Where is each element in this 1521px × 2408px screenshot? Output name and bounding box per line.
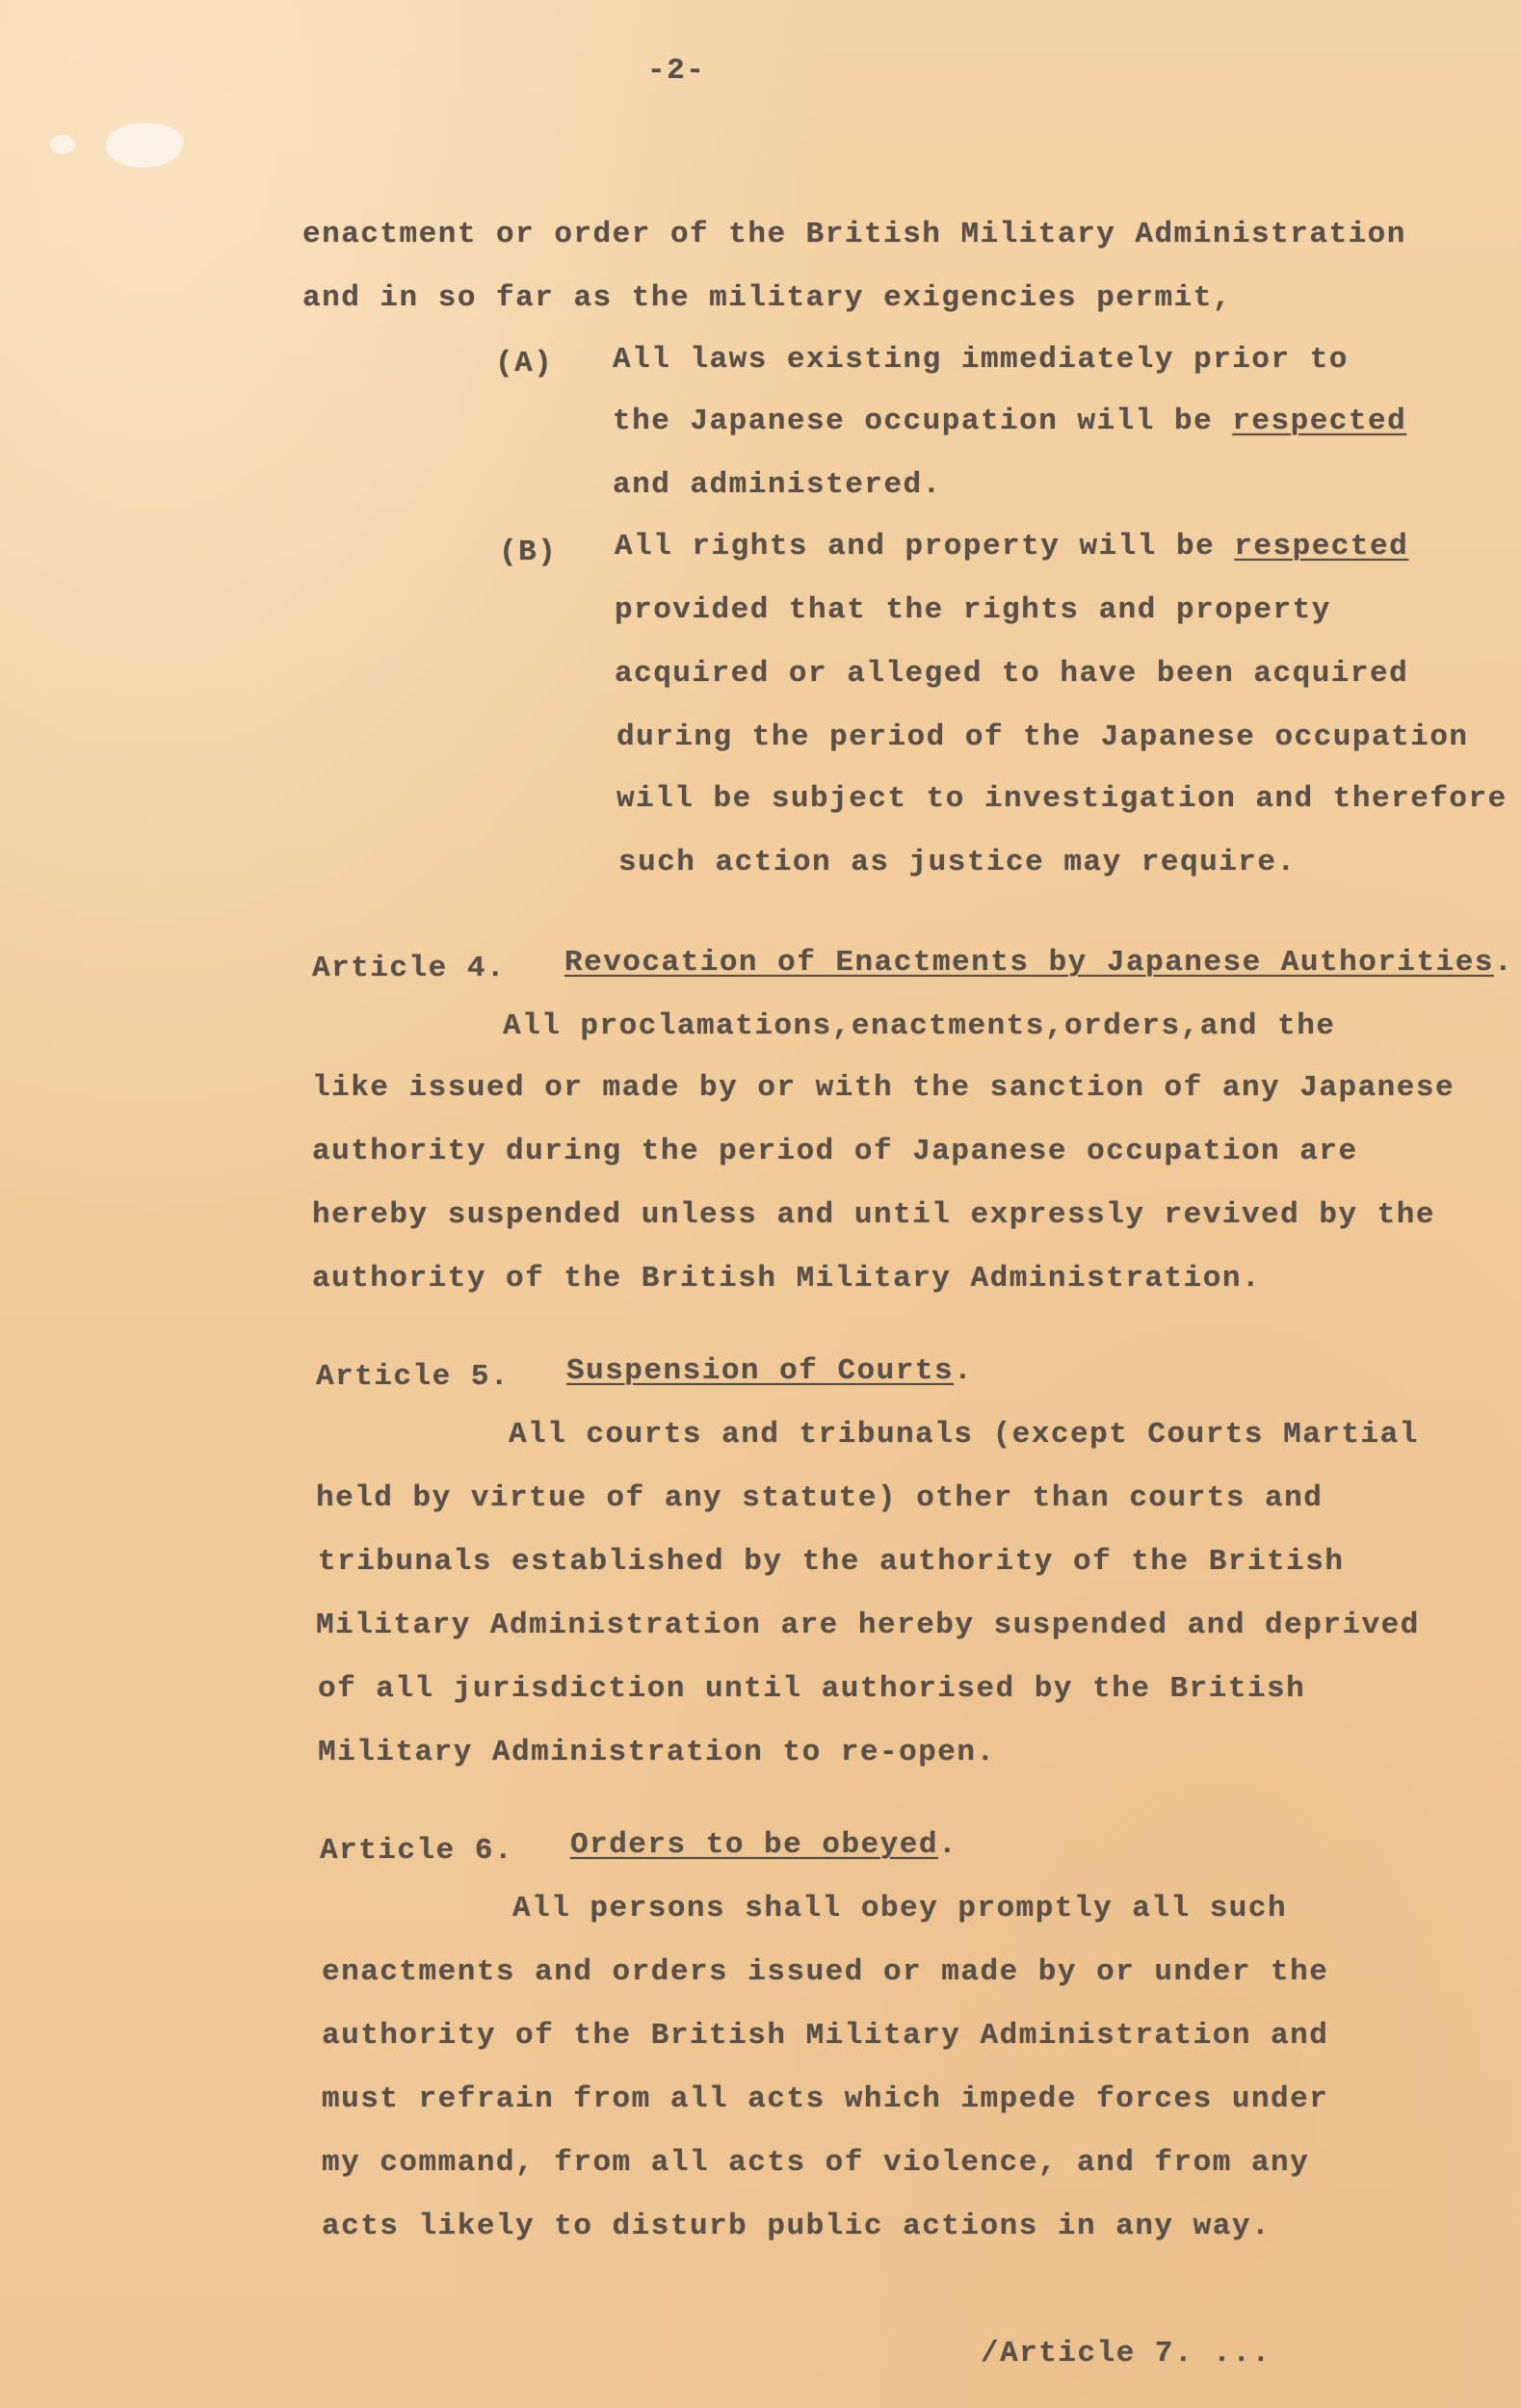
article-5-heading-text: Suspension of Courts (566, 1354, 955, 1388)
intro-line: enactment or order of the British Military Administration (302, 218, 1406, 251)
article-6-line: enactments and orders issued or made by or under the (322, 1955, 1329, 1989)
article-6-line: All persons shall obey promptly all such (512, 1892, 1288, 1925)
article-6-line: acts likely to disturb public actions in any way. (322, 2210, 1272, 2243)
article-4-line: authority during the period of Japanese occupation are (312, 1135, 1358, 1168)
article-4-label: Article 4. (312, 952, 507, 985)
article-6-heading (570, 1830, 957, 1860)
underlined-word: respected (1234, 530, 1409, 563)
article-5-heading (566, 1356, 973, 1386)
article-4-line: All proclamations,enactments,orders,and the (503, 1009, 1336, 1043)
article-5-line: held by virtue of any statute) other than courts and (316, 1481, 1324, 1515)
article-5-line: tribunals established by the authority of the British (318, 1545, 1345, 1579)
article-6-heading-text: Orders to be obeyed (570, 1828, 938, 1862)
item-b-line: provided that the rights and property (615, 593, 1331, 627)
article-5-line: Military Administration to re-open. (318, 1736, 996, 1769)
heading-period: . (1493, 946, 1514, 980)
heading-period: . (937, 1828, 958, 1862)
item-b-line: acquired or alleged to have been acquired (615, 657, 1409, 691)
item-a-text: the Japanese occupation will be (613, 405, 1233, 438)
article-6-line: must refrain from all acts which impede forces under (322, 2082, 1329, 2116)
article-5-line: Military Administration are hereby suspended and deprived (316, 1609, 1420, 1642)
article-6-label: Article 6. (320, 1834, 514, 1868)
page-number: -2- (647, 54, 706, 88)
item-b-line: such action as justice may require. (618, 846, 1297, 879)
article-4-line: like issued or made by or with the sanction of any Japanese (312, 1071, 1455, 1105)
intro-line: and in so far as the military exigencies permit, (302, 281, 1232, 315)
item-b-line: will be subject to investigation and therefore (616, 782, 1508, 816)
article-5-line: of all jurisdiction until authorised by the British (318, 1672, 1306, 1706)
item-label: (A) (495, 347, 554, 380)
item-b-line: during the period of the Japanese occupation (616, 720, 1469, 754)
article-4-line: hereby suspended unless and until expressly revived by the (312, 1198, 1435, 1232)
paper-stain (50, 135, 75, 154)
underlined-word: respected (1232, 405, 1407, 438)
item-a-line: and administered. (613, 468, 942, 502)
article-5-label: Article 5. (316, 1360, 511, 1394)
item-label: (B) (499, 536, 558, 569)
item-a-line (613, 406, 1406, 436)
article-4-line: authority of the British Military Administration. (312, 1262, 1262, 1296)
article-6-line: my command, from all acts of violence, and from any (322, 2146, 1310, 2180)
item-a-line: All laws existing immediately prior to (613, 343, 1349, 377)
item-b-text: All rights and property will be (615, 530, 1235, 563)
item-b-line (615, 532, 1408, 562)
paper-stain (106, 123, 183, 168)
article-4-heading (564, 948, 1513, 978)
article-6-line: authority of the British Military Administration and (322, 2019, 1329, 2053)
continuation-note: /Article 7. ... (981, 2337, 1272, 2370)
article-4-heading-text: Revocation of Enactments by Japanese Authorities (564, 946, 1494, 980)
heading-period: . (954, 1354, 974, 1388)
article-5-line: All courts and tribunals (except Courts Martial (509, 1418, 1419, 1452)
